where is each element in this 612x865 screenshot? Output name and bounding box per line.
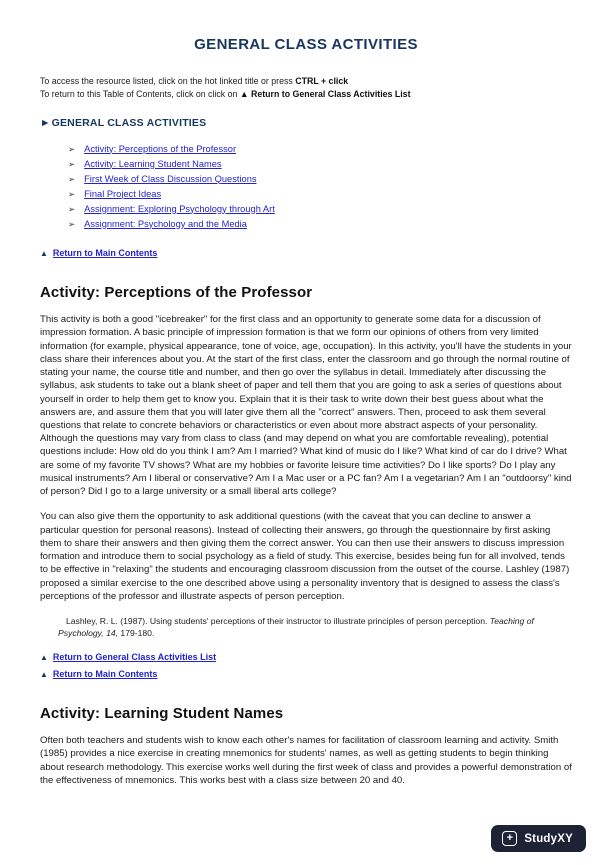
list-item: [68, 218, 572, 231]
page-title: GENERAL CLASS ACTIVITIES: [194, 36, 418, 53]
list-item: [68, 143, 572, 156]
list-item: [68, 173, 572, 186]
arrow-bullet-icon: ➢: [68, 188, 76, 199]
return-to-main-contents-line: [40, 247, 572, 261]
studyxy-logo-text: StudyXY: [524, 832, 573, 845]
arrow-bullet-icon: ➢: [68, 143, 76, 154]
instruction-line1-text: To access the resource listed, click on the hot linked title or press: [40, 76, 296, 86]
section-heading-learning-names: Activity: Learning Student Names: [40, 705, 284, 723]
toc-list: [40, 143, 572, 231]
return-to-main-contents-link[interactable]: Return to Main Contents: [52, 668, 158, 679]
toc-link-perceptions-professor[interactable]: Activity: Perceptions of the Professor: [84, 143, 237, 154]
toc-heading-label: GENERAL CLASS ACTIVITIES: [51, 116, 207, 129]
arrow-bullet-icon: ➢: [68, 218, 76, 229]
toc-link-psychology-through-art[interactable]: Assignment: Exploring Psychology through Art: [84, 203, 275, 214]
citation-journal-italic: Teaching of Psychology, 14,: [58, 616, 534, 639]
instruction-line2-text: To return to this Table of Contents, click on click on: [40, 88, 240, 99]
instruction-line2-bold: ▲ Return to General Class Activities List: [239, 88, 411, 99]
up-triangle-icon: ▲: [40, 653, 48, 663]
return-to-activities-list-line: [40, 651, 572, 665]
arrow-bullet-icon: ➢: [68, 173, 76, 184]
section2-paragraph-1: Often both teachers and students wish to know each other's names for facilitation of classroom learning and activity. Smith (1985) provides a nice exercise in creating mnemonics for students' names, as well as getting students to begin thinking about research methodology. This exercise works well during the first week of class and provides a powerful demonstration of the effectiveness of mnemonics. This works best with a class size between 20 and 40.: [40, 735, 572, 786]
section1-paragraph-2: You can also give them the opportunity to ask additional questions (with the caveat that you can decline to answer a particular question for personal reasons). Instead of collecting their answers, go through the questionnaire by first asking them to share their answers and then giving them the correct answer. You can then use their answers to discuss impression formation and introduce them to social psychology as a field of study. This exercise, besides being fun for all involved, tends to be effective in "relaxing" the students and encouraging classroom discussion from the outset of the course. Lashley (1987) proposed a similar exercise to the one described above using a personality inventory that is designed to assess the class's perceptions of the professor and illustrate aspects of person perception.: [40, 511, 570, 602]
citation-lashley: [40, 615, 572, 639]
toc-link-first-week-discussion[interactable]: First Week of Class Discussion Questions: [84, 173, 257, 184]
instruction-line1-bold: CTRL + click: [295, 76, 349, 86]
play-arrow-icon: ►: [40, 116, 51, 129]
section1-return-links: [40, 651, 572, 681]
citation-text: Lashley, R. L. (1987). Using students' perceptions of their instructor to illustrate principles of person perception.: [66, 616, 490, 627]
return-to-main-contents-link[interactable]: Return to Main Contents: [52, 247, 158, 258]
up-triangle-icon: ▲: [40, 248, 48, 258]
section-heading-perceptions: Activity: Perceptions of the Professor: [40, 284, 313, 302]
return-to-activities-list-link[interactable]: Return to General Class Activities List: [52, 652, 217, 663]
section1-paragraph-1: This activity is both a good "icebreaker" for the first class and an opportunity to generate some data for a discussion of impression formation. A basic principle of impression formation is that we form our opinions of others from very limited information (for example, physical appearance, tone of voice, age, occupation). In this activity, you'll have the students in your class share their inferences about you. At the start of the first class, enter the classroom and go through the normal routine of stating your name, the course title and number, and then go over the syllabus in detail. Immediately after discussing the syllabus, ask students to take out a blank sheet of paper and tell them that you are going to ask a series of questions about yourself in order to help them get to know you. Explain that it is their task to write down their best guess about what the answers are, and assure them that you will later give them all the "correct" answers. Then, proceed to ask them several questions that relate to concrete behaviors or characteristics or even about more abstract aspects of your personality. Although the questions may vary from class to class (and may depend on what you are comfortable revealing), potential questions include: How old do you think I am? Am I married? What kind of music do I like? What kind of car do I drive? What are some of my favorite TV shows? What are my hobbies or favorite leisure time activities? Do I like sports? Do I play any musical instruments? Am I liberal or conservative? Am I a Mac user or a PC fan? Am I a vegetarian? Am I an "outdoorsy" kind of person? Did I go to a large university or a small liberal arts college?: [40, 314, 572, 498]
arrow-bullet-icon: ➢: [68, 158, 76, 169]
list-item: [68, 203, 572, 216]
toc-link-learning-student-names[interactable]: Activity: Learning Student Names: [84, 158, 222, 169]
toc-link-psychology-and-media[interactable]: Assignment: Psychology and the Media: [84, 218, 247, 229]
up-triangle-icon: ▲: [40, 669, 48, 679]
return-to-main-contents-line: [40, 668, 572, 682]
list-item: [68, 188, 572, 201]
toc-heading: [40, 117, 572, 129]
toc-link-final-project-ideas[interactable]: Final Project Ideas: [84, 188, 162, 199]
access-instructions: [40, 75, 572, 101]
list-item: [68, 158, 572, 171]
arrow-bullet-icon: ➢: [68, 203, 76, 214]
plus-icon: +: [502, 831, 517, 846]
citation-pages: 179-180.: [118, 628, 155, 639]
studyxy-logo: [491, 825, 586, 852]
